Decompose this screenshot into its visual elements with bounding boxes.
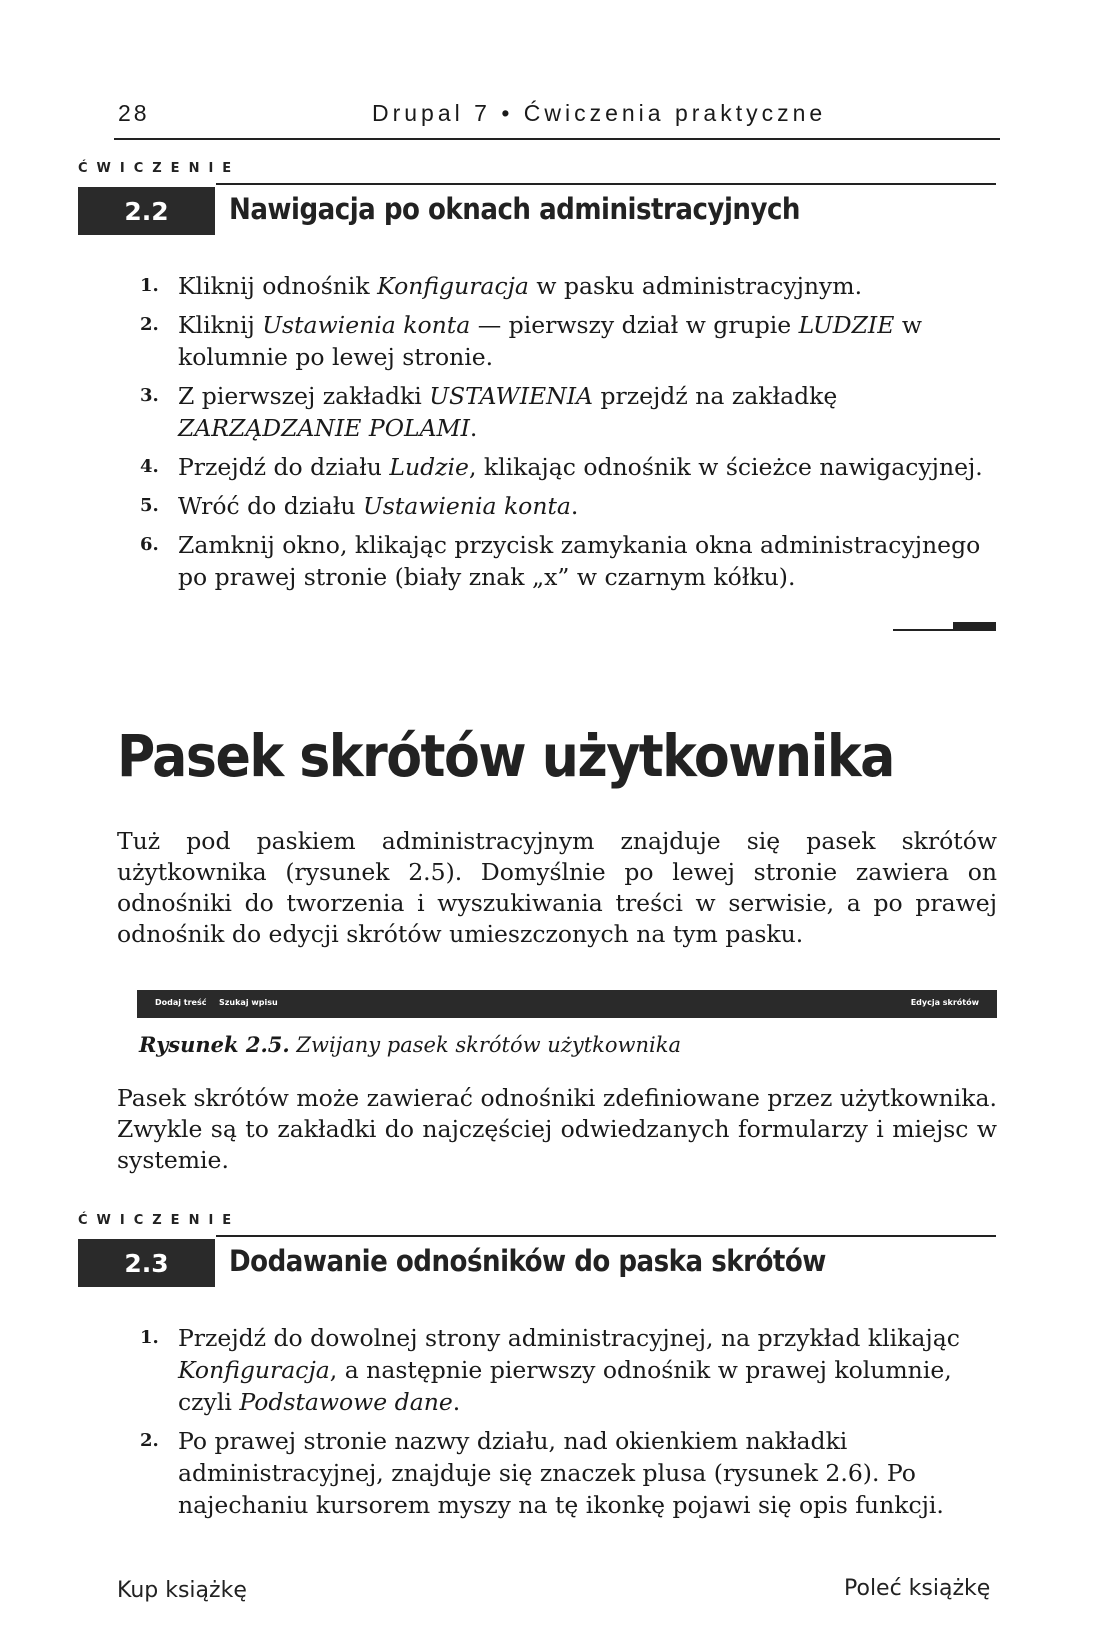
list-item: 5. Wróć do działu Ustawienia konta.: [140, 492, 579, 520]
list-item: 1. Przejdź do dowolnej strony administracyjnej, na przykład klikając Konfiguracja, a następnie pierwszy odnośnik w prawej kolumnie, czyli Podstawowe dane.: [140, 1324, 960, 1416]
exercise-kicker: ĆWICZENIE: [78, 1213, 241, 1228]
buy-book-link[interactable]: Kup książkę: [117, 1578, 247, 1603]
shortcut-link-add-content[interactable]: Dodaj treść: [155, 998, 207, 1007]
paragraph: Tuż pod paskiem administracyjnym znajduje się pasek skrótów użytkownika (rysunek 2.5). Domyślnie po lewej stronie zawiera on odnośniki do tworzenia i wyszukiwania treści w serwisie, a po prawej odnośnik do edycji skrótów umieszczonych na tym pasku.: [117, 827, 997, 948]
list-item: 2. Po prawej stronie nazwy działu, nad okienkiem nakładki administracyjnej, znajduje się znaczek plusa (rysunek 2.6). Po najechaniu kursorem myszy na tę ikonkę pojawi się opis funkcji.: [140, 1427, 944, 1519]
exercise-1-steps: [140, 270, 1000, 600]
recommend-book-link[interactable]: Poleć książkę: [844, 1576, 991, 1601]
exercise-title: Dodawanie odnośników do paska skrótów: [229, 1244, 826, 1278]
running-header: [114, 98, 1000, 140]
figure-caption-text: Zwijany pasek skrótów użytkownika: [289, 1033, 681, 1057]
exercise-number-box: 2.2: [78, 187, 215, 235]
list-item: 2. Kliknij Ustawienia konta — pierwszy dział w grupie LUDZIE w kolumnie po lewej stronie.: [140, 311, 922, 371]
book-title: Drupal 7 • Ćwiczenia praktyczne: [372, 100, 827, 126]
exercise-number-box: 2.3: [78, 1239, 215, 1287]
exercise-kicker: ĆWICZENIE: [78, 161, 241, 176]
figure-caption: [139, 1032, 681, 1057]
exercise-rule: [216, 183, 996, 185]
list-item: 6. Zamknij okno, klikając przycisk zamykania okna administracyjnego po prawej stronie (biały znak „x” w czarnym kółku).: [140, 531, 981, 591]
shortcut-bar-figure: [137, 990, 997, 1018]
shortcut-link-edit[interactable]: Edycja skrótów: [910, 998, 979, 1007]
list-item: 3. Z pierwszej zakładki USTAWIENIA przejdź na zakładkę ZARZĄDZANIE POLAMI.: [140, 382, 838, 442]
section-heading: Pasek skrótów użytkownika: [117, 722, 894, 790]
paragraph: Pasek skrótów może zawierać odnośniki zdefiniowane przez użytkownika. Zwykle są to zakładki do najczęściej odwiedzanych formularzy i miejsc w systemie.: [117, 1084, 997, 1174]
page-number: 28: [118, 100, 150, 126]
exercise-end-rule: [893, 629, 953, 631]
exercise-end-block: [953, 622, 996, 631]
shortcut-link-search[interactable]: Szukaj wpisu: [219, 998, 278, 1007]
exercise-title: Nawigacja po oknach administracyjnych: [229, 192, 801, 226]
figure-caption-label: Rysunek 2.5.: [139, 1032, 290, 1057]
exercise-2-steps: [140, 1322, 1000, 1528]
list-item: 4. Przejdź do działu Ludzie, klikając odnośnik w ścieżce nawigacyjnej.: [140, 453, 983, 481]
exercise-rule: [216, 1235, 996, 1237]
list-item: 1. Kliknij odnośnik Konfiguracja w pasku administracyjnym.: [140, 272, 863, 300]
